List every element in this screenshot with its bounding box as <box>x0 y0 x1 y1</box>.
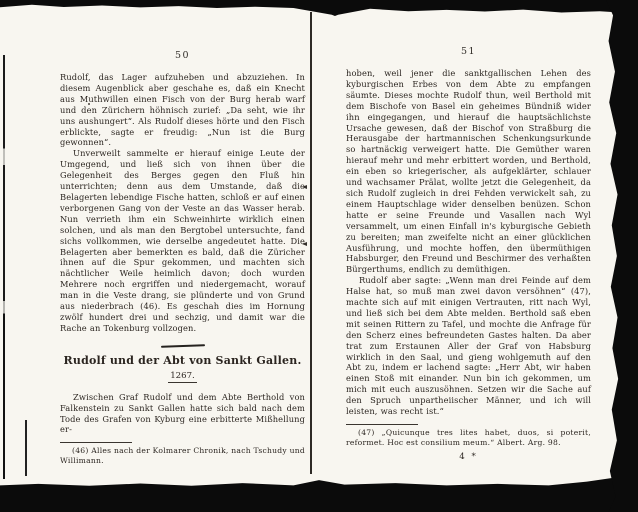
scan-edge-line-left-2 <box>25 420 27 476</box>
body-paragraph: hoben, weil jener die sanktgallischen Lehen des kyburgischen Erbes von dem Abte zu empfangen säumte. Dieses mochte Rudolf thun, weil Berthold mit dem Bischofe von Basel ein geheimes Bündniß wider ihn eingegangen, und hierauf die hauptsächlichste Ursache gewesen, daß der Bischof von Straßburg die Herausgabe der hartmannischen Schenkungsurkunde so hartnäckig verweigert hatte. Die Gemüther waren hierauf mehr und mehr erbittert worden, und Berthold, ein eben so kriegerischer, als aufgeklärter, schlauer und wachsamer Prälat, wollte jetzt die Gelegenheit, da sich Rudolf zugleich in drei Fehden verwickelt sah, zu einem Hauptschlage wider denselben benüzen. Schon hatte er seine Freunde und Vasallen nach Wyl versammelt, um einen Einfall in's kyburgische Gebieth zu bereiten; man zweifelte nicht an einer glücklichen Ausführung, und mochte hoffen, den übermüthigen Habsburger, den Freund und Beschirmer des verhaßten Bürgerthums, endlich zu demüthigen. <box>346 68 591 275</box>
footnote-rule <box>346 424 418 425</box>
footnote: (46) Alles nach der Kolmarer Chronik, nach Tschudy und Willimann. <box>60 446 305 466</box>
section-divider-ornament <box>161 344 205 348</box>
signature-mark: 4 * <box>459 451 478 462</box>
scan-border-bottom <box>0 474 638 512</box>
page-number-left: 50 <box>174 50 191 61</box>
footnote-rule <box>60 442 132 443</box>
scan-border-top <box>0 0 638 16</box>
body-paragraph: Zwischen Graf Rudolf und dem Abte Berthold von Falkenstein zu Sankt Gallen hatte sich bald nach dem Tode des Grafen von Kyburg eine erbitterte Mißhellung er- <box>60 391 305 435</box>
body-paragraph: Rudolf aber sagte: „Wenn man drei Feinde auf dem Halse hat, so muß man zwei davon versöhnen“ (47), machte sich auf mit einigen Vertrauten, ritt nach Wyl, und ließ sich bei dem Abte melden. Berthold saß eben mit seinen Rittern zu Tafel, und mochte die Anfrage für den Scherz eines befreundeten Gastes halten. Da aber trat zum Erstaunen Aller der Graf von Habsburg wirklich in den Saal, und gieng wohlgemuth auf den Abt zu, indem er lachend sagte: „Herr Abt, wir haben einen Stoß mit einander. Nun bin ich gekommen, um mich mit euch auszusöhnen. Setzen wir die Sache auf den Spruch unpartheiischer Männer, und ich will leisten, was recht ist.“ <box>346 275 591 417</box>
right-page <box>346 46 591 462</box>
left-page <box>60 50 305 466</box>
scan-edge-line-left <box>3 55 5 479</box>
footnote: (47) „Quicunque tres lites habet, duos, si poterit, reformet. Hoc est consilium meum.“ Albert. Arg. 98. <box>346 428 591 447</box>
page-number-right: 51 <box>460 46 477 57</box>
body-paragraph: Rudolf, das Lager aufzuheben und abzuziehen. In diesem Augenblick aber geschahe es, daß ein Knecht aus Muthwillen einen Fisch von der Burg herab warf und den Zürichern höhnisch zurief: „Da seht, wie ihr uns aushungert“. Als Rudolf dieses hörte und den Fisch erblickte, sagte er freudig: „Nun ist die Burg gewonnen“. <box>60 72 305 148</box>
section-date <box>60 371 305 383</box>
section-heading: Rudolf und der Abt von Sankt Gallen. <box>63 353 302 367</box>
scan-border-right <box>606 0 638 512</box>
page-gutter-line <box>310 12 312 474</box>
body-paragraph: Unverweilt sammelte er hierauf einige Leute der Umgegend, und ließ sich von ihnen über die Gelegenheit des Berges gegen den Fluß hin unterrichten; denn aus dem Umstande, daß die Belagerten lebendige Fische hatten, schloß er auf einen verborgenen Gang von der Veste an das Wasser herab. Nun verrieth ihm ein Schweinhirte wirklich einen solchen, und als man den Bergtobel untersuchte, fand sichs vollkommen, wie derselbe angedeutet hatte. Die Belagerten aber bemerkten es bald, daß die Züricher ihnen auf die Spur gekommen, und machten sich nächtlicher Weile heimlich davon; doch wurden Mehrere noch ergriffen und niedergemacht, worauf man in die Veste drang, sie plünderte und von Grund aus niederbrach (46). Es geschah dies im Hornung zwölf hundert drei und sechzig, und damit war die Rache an Tokenburg vollzogen. <box>60 148 305 333</box>
section-date-value: 1267. <box>170 370 195 381</box>
